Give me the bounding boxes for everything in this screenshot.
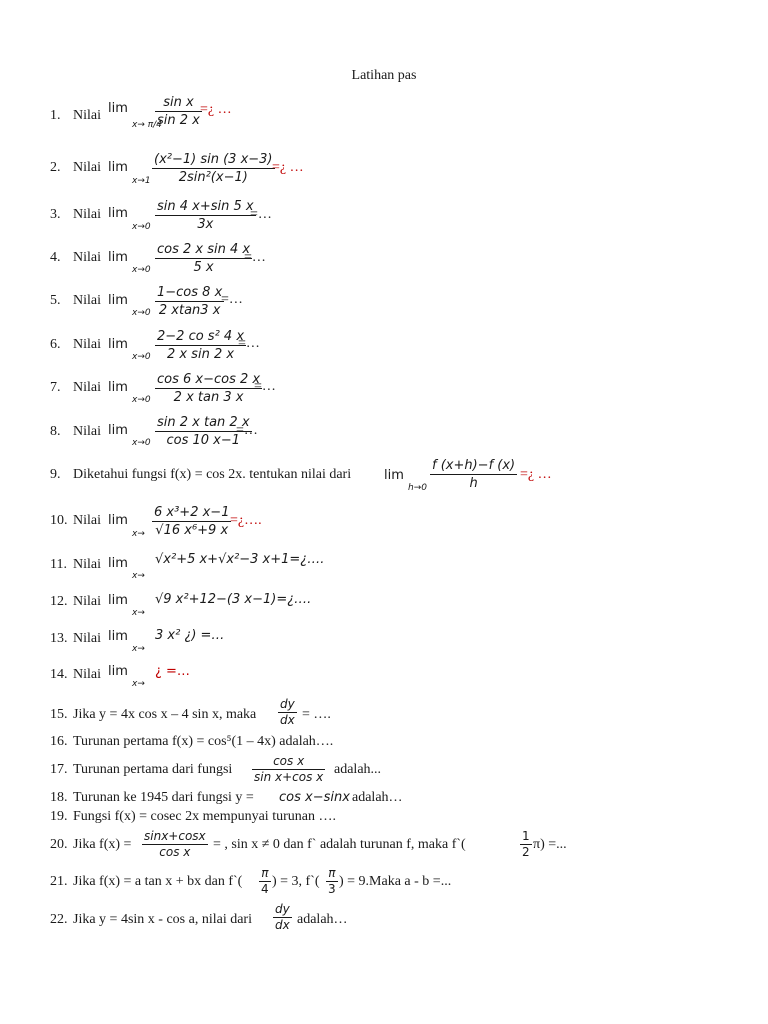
expression-tail: π) =... [533, 837, 567, 852]
expression: 3 x² ¿) =… [155, 628, 225, 643]
lim-operator: lim [108, 513, 128, 528]
question-4: 4. Nilai [50, 250, 101, 265]
lim-subscript: x→0 [132, 265, 151, 275]
lim-subscript: x→0 [132, 222, 151, 232]
expression-tail: ) = 3, f`( [272, 874, 320, 889]
question-1: 1. Nilai [50, 108, 101, 123]
lim-subscript: x→0 [132, 352, 151, 362]
expression: cos x−sinx [279, 790, 350, 805]
expression-tail: =… [250, 207, 272, 222]
lim-subscript: x→ [132, 608, 145, 618]
question-9: 9. Diketahui fungsi f(x) = cos 2x. tentukan nilai dari [50, 467, 352, 482]
lim-operator: lim [108, 664, 128, 679]
derivative-fraction: $\frac{dy}{dx}$ [275, 902, 290, 932]
expression-tail: =… [221, 292, 243, 307]
expression-tail: =… [254, 379, 276, 394]
question-14: 14. Nilai [50, 667, 101, 682]
question-11: 11. Nilai [50, 557, 101, 572]
fraction: $\frac{\text{sin x}}{\sin 2 x}$ [157, 95, 200, 128]
expression-tail: =¿ … [272, 160, 304, 175]
fraction: $\frac{\text{cos 2 x sin 4 x}}{5 x}$ [157, 242, 251, 275]
lim-operator: lim [108, 423, 128, 438]
question-21: 21. Jika f(x) = a tan x + bx dan f`( [50, 874, 243, 889]
fraction: $\frac{\sin x+\cos x}{\text{cos x}}$ [144, 829, 206, 859]
lim-subscript: x→0 [132, 395, 151, 405]
lim-operator: lim [108, 593, 128, 608]
lim-operator: lim [384, 468, 404, 483]
expression-tail: adalah... [334, 762, 382, 777]
fraction: $\frac{\text{cos x}}{\text{sin x+cos x}}$ [254, 754, 324, 784]
lim-subscript: x→1 [132, 176, 151, 186]
expression-tail: =¿ … [520, 467, 552, 482]
question-10: 10. Nilai [50, 513, 101, 528]
lim-subscript: x→ [132, 679, 145, 689]
lim-operator: lim [108, 206, 128, 221]
lim-subscript: x→0 [132, 308, 151, 318]
lim-operator: lim [108, 629, 128, 644]
question-22: 22. Jika y = 4sin x - cos a, nilai dari [50, 912, 252, 927]
expression-tail: =¿ … [200, 102, 232, 117]
fraction: $\frac{1-\cos 8 x}{2 xtan3 x}$ [157, 285, 223, 318]
expression-tail: adalah… [297, 912, 348, 927]
question-3: 3. Nilai [50, 207, 101, 222]
expression-tail: ) = 9.Maka a - b =... [339, 874, 452, 889]
lim-operator: lim [108, 293, 128, 308]
fraction-pi-4: $\frac{\pi}{4}$ [261, 866, 269, 896]
fraction-half: $\frac{1}{2}$ [522, 829, 530, 859]
expression-tail: =… [244, 250, 266, 265]
expression: ¿ =… [155, 664, 190, 679]
lim-operator: lim [108, 101, 128, 116]
question-16: 16. Turunan pertama f(x) = cos⁵(1 – 4x) adalah…. [50, 734, 334, 749]
question-5: 5. Nilai [50, 293, 101, 308]
lim-operator: lim [108, 250, 128, 265]
lim-subscript: x→ π/4 [132, 120, 162, 130]
fraction: $\frac{\cos 6 x-\cos 2 x}{\text{2 x tan 3 x}}$ [157, 372, 261, 405]
question-12: 12. Nilai [50, 594, 101, 609]
lim-operator: lim [108, 160, 128, 175]
question-13: 13. Nilai [50, 631, 101, 646]
lim-operator: lim [108, 380, 128, 395]
derivative-fraction: $\frac{dy}{dx}$ [280, 697, 295, 727]
question-20: 20. Jika f(x) = [50, 837, 132, 852]
question-19: 19. Fungsi f(x) = cosec 2x mempunyai turunan …. [50, 809, 336, 824]
fraction: $\frac{\text{(x²−1) sin (3 x−3)}}{\text{2sin²(x−1)}}$ [154, 152, 273, 185]
lim-operator: lim [108, 337, 128, 352]
expression-tail: = …. [302, 707, 331, 722]
question-6: 6. Nilai [50, 337, 101, 352]
question-15: 15. Jika y = 4x cos x – 4 sin x, maka [50, 707, 257, 722]
lim-subscript: x→ [132, 571, 145, 581]
question-2: 2. Nilai [50, 160, 101, 175]
lim-subscript: h→0 [408, 483, 427, 493]
question-8: 8. Nilai [50, 424, 101, 439]
expression-tail: =¿…. [230, 513, 262, 528]
expression-tail: =… [238, 336, 260, 351]
lim-subscript: x→ [132, 644, 145, 654]
expression: √9 x²+12−(3 x−1)=¿…. [155, 592, 312, 607]
fraction: $\frac{\text{2−2 co s² 4 x}}{\text{2 x sin 2 x}}$ [157, 329, 245, 362]
fraction-pi-3: $\frac{\pi}{3}$ [328, 866, 336, 896]
fraction: $\frac{f (x+h)-f (x)}{h}$ [432, 458, 516, 491]
fraction: $\frac{\sin 4 x+\sin 5 x}{3x}$ [157, 199, 254, 232]
fraction: $\frac{\text{sin 2 x tan 2 x}}{\cos 10 x-1}$ [157, 415, 250, 448]
expression-tail: adalah… [352, 790, 403, 805]
lim-subscript: x→ [132, 529, 145, 539]
expression-tail: = , sin x ≠ 0 dan f` adalah turunan f, maka f`( [213, 837, 466, 852]
lim-operator: lim [108, 556, 128, 571]
lim-subscript: x→0 [132, 438, 151, 448]
fraction: $\frac{\text{6 x³+2 x−1}}{\text{√16 x⁶+9 x}}$ [154, 505, 230, 538]
question-17: 17. Turunan pertama dari fungsi [50, 762, 233, 777]
question-7: 7. Nilai [50, 380, 101, 395]
expression: √x²+5 x+√x²−3 x+1=¿…. [155, 552, 325, 567]
page-title: Latihan pas [351, 68, 417, 83]
question-18: 18. Turunan ke 1945 dari fungsi y = [50, 790, 254, 805]
expression-tail: =… [236, 423, 258, 438]
